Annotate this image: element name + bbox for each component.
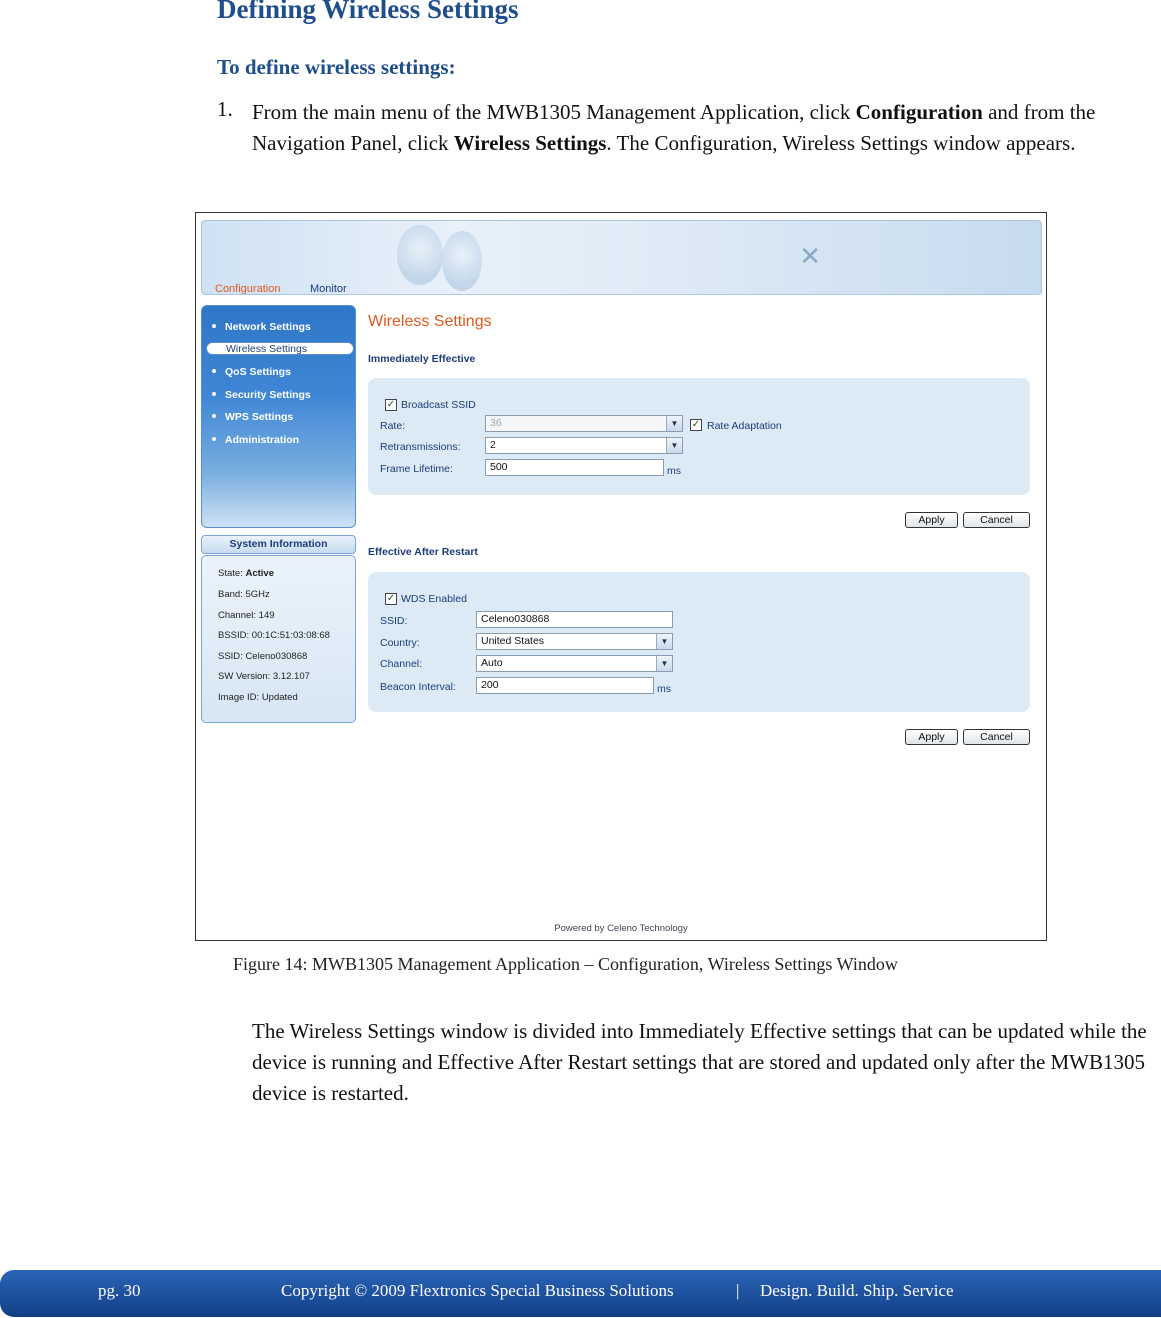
- bullet-icon: [212, 392, 216, 396]
- frame-lifetime-unit: ms: [667, 465, 681, 477]
- channel-select[interactable]: [476, 655, 673, 672]
- nav-label: WPS Settings: [225, 411, 294, 423]
- section-effective-after-restart: Effective After Restart: [368, 546, 478, 558]
- country-label: Country:: [380, 637, 420, 649]
- chevron-down-icon: ▼: [656, 656, 672, 671]
- chevron-down-icon: ▼: [656, 634, 672, 649]
- nav-item-network-settings[interactable]: [212, 321, 311, 333]
- frame-lifetime-input[interactable]: 500: [485, 459, 664, 476]
- broadcast-ssid-label: Broadcast SSID: [401, 399, 476, 411]
- nav-item-security-settings[interactable]: [212, 389, 311, 401]
- step-text-a: From the main menu of the MWB1305 Management Application, click: [252, 100, 856, 124]
- sysinfo-channel: Channel: 149: [218, 610, 275, 621]
- step-bold-wireless-settings: Wireless Settings: [453, 131, 607, 155]
- topnav-monitor[interactable]: Monitor: [310, 283, 347, 295]
- system-information-panel: [201, 555, 356, 723]
- nav-item-administration[interactable]: [212, 434, 299, 446]
- nav-label: Security Settings: [225, 389, 311, 401]
- figure-caption: Figure 14: MWB1305 Management Application – Configuration, Wireless Settings Window: [233, 954, 898, 974]
- footer-tagline: Design. Build. Ship. Service: [760, 1281, 954, 1300]
- cancel-button[interactable]: Cancel: [963, 729, 1030, 745]
- ssid-label: SSID:: [380, 615, 408, 627]
- rate-adaptation-label: Rate Adaptation: [707, 420, 782, 432]
- page-number: pg. 30: [98, 1281, 141, 1300]
- sysinfo-state-value: Active: [245, 568, 274, 579]
- ssid-input[interactable]: Celeno030868: [476, 611, 673, 628]
- apply-button[interactable]: Apply: [905, 512, 958, 528]
- cancel-button[interactable]: Cancel: [963, 512, 1030, 528]
- banner-figure: [442, 231, 482, 291]
- nav-item-wireless-settings[interactable]: Wireless Settings: [206, 342, 354, 355]
- nav-label: QoS Settings: [225, 366, 291, 378]
- frame-lifetime-label: Frame Lifetime:: [380, 463, 453, 475]
- immediate-panel: [368, 378, 1030, 495]
- document-title: Defining Wireless Settings: [217, 0, 519, 24]
- powered-by-text: Powered by Celeno Technology: [554, 923, 688, 934]
- rate-select[interactable]: [485, 415, 683, 432]
- system-information-title: System Information: [201, 535, 356, 554]
- procedure-heading: To define wireless settings:: [217, 55, 456, 79]
- country-value: United States: [481, 635, 545, 647]
- footer-separator: |: [736, 1281, 740, 1300]
- sysinfo-state-label: State:: [218, 568, 246, 579]
- rate-adaptation-checkbox[interactable]: ✓: [691, 419, 701, 430]
- bullet-icon: [212, 324, 216, 328]
- retransmissions-select[interactable]: [485, 437, 683, 454]
- bullet-icon: [212, 414, 216, 418]
- beacon-interval-input[interactable]: 200: [476, 677, 654, 694]
- chevron-down-icon: ▼: [666, 416, 682, 431]
- rate-value: 36: [490, 417, 502, 429]
- sysinfo-bssid: BSSID: 00:1C:51:03:08:68: [218, 630, 330, 641]
- channel-value: Auto: [481, 657, 503, 669]
- apply-button[interactable]: Apply: [905, 729, 958, 745]
- broadcast-ssid-checkbox[interactable]: ✓: [386, 399, 396, 410]
- bullet-icon: [212, 437, 216, 441]
- nav-label: Administration: [225, 434, 300, 446]
- footer-copyright: Copyright © 2009 Flextronics Special Business Solutions: [281, 1281, 674, 1300]
- beacon-interval-unit: ms: [657, 683, 671, 695]
- page-title: Wireless Settings: [368, 313, 492, 330]
- step-text-b: and from the Navigation Panel, click: [252, 100, 1096, 155]
- navigation-panel: [201, 305, 356, 528]
- retransmissions-value: 2: [490, 439, 496, 451]
- sysinfo-ssid: SSID: Celeno030868: [218, 651, 308, 662]
- topnav-configuration[interactable]: Configuration: [215, 283, 281, 295]
- section-immediately-effective: Immediately Effective: [368, 353, 476, 365]
- nav-item-qos-settings[interactable]: [212, 366, 291, 378]
- bullet-icon: [212, 369, 216, 373]
- app-screenshot: [195, 212, 1047, 941]
- step-text: [252, 97, 1132, 159]
- retransmissions-label: Retransmissions:: [380, 441, 461, 453]
- channel-label: Channel:: [380, 658, 423, 670]
- banner-figure: [397, 225, 443, 285]
- chevron-down-icon: ▼: [666, 438, 682, 453]
- nav-label: Network Settings: [225, 321, 311, 333]
- sysinfo-sw-version: SW Version: 3.12.107: [218, 671, 310, 682]
- step-text-c: . The Configuration, Wireless Settings window appears.: [606, 131, 1076, 155]
- rate-label: Rate:: [380, 420, 406, 432]
- brand-mark-icon: ✕: [799, 241, 821, 271]
- wds-enabled-checkbox[interactable]: ✓: [386, 593, 396, 604]
- sysinfo-band: Band: 5GHz: [218, 589, 270, 600]
- beacon-interval-label: Beacon Interval:: [380, 681, 456, 693]
- step-bold-configuration: Configuration: [855, 100, 983, 124]
- country-select[interactable]: [476, 633, 673, 650]
- restart-panel: [368, 572, 1030, 712]
- step-number: 1.: [217, 97, 233, 121]
- app-banner: [201, 220, 1042, 295]
- sysinfo-image-id: Image ID: Updated: [218, 692, 298, 703]
- nav-item-wps-settings[interactable]: [212, 411, 293, 423]
- body-paragraph: The Wireless Settings window is divided into Immediately Effective settings that can be updated while the device is running and Effective After Restart settings that are stored and updated only after the MWB1305 device is restarted.: [252, 1019, 1147, 1105]
- sysinfo-state: [218, 568, 274, 579]
- wds-enabled-label: WDS Enabled: [401, 593, 467, 605]
